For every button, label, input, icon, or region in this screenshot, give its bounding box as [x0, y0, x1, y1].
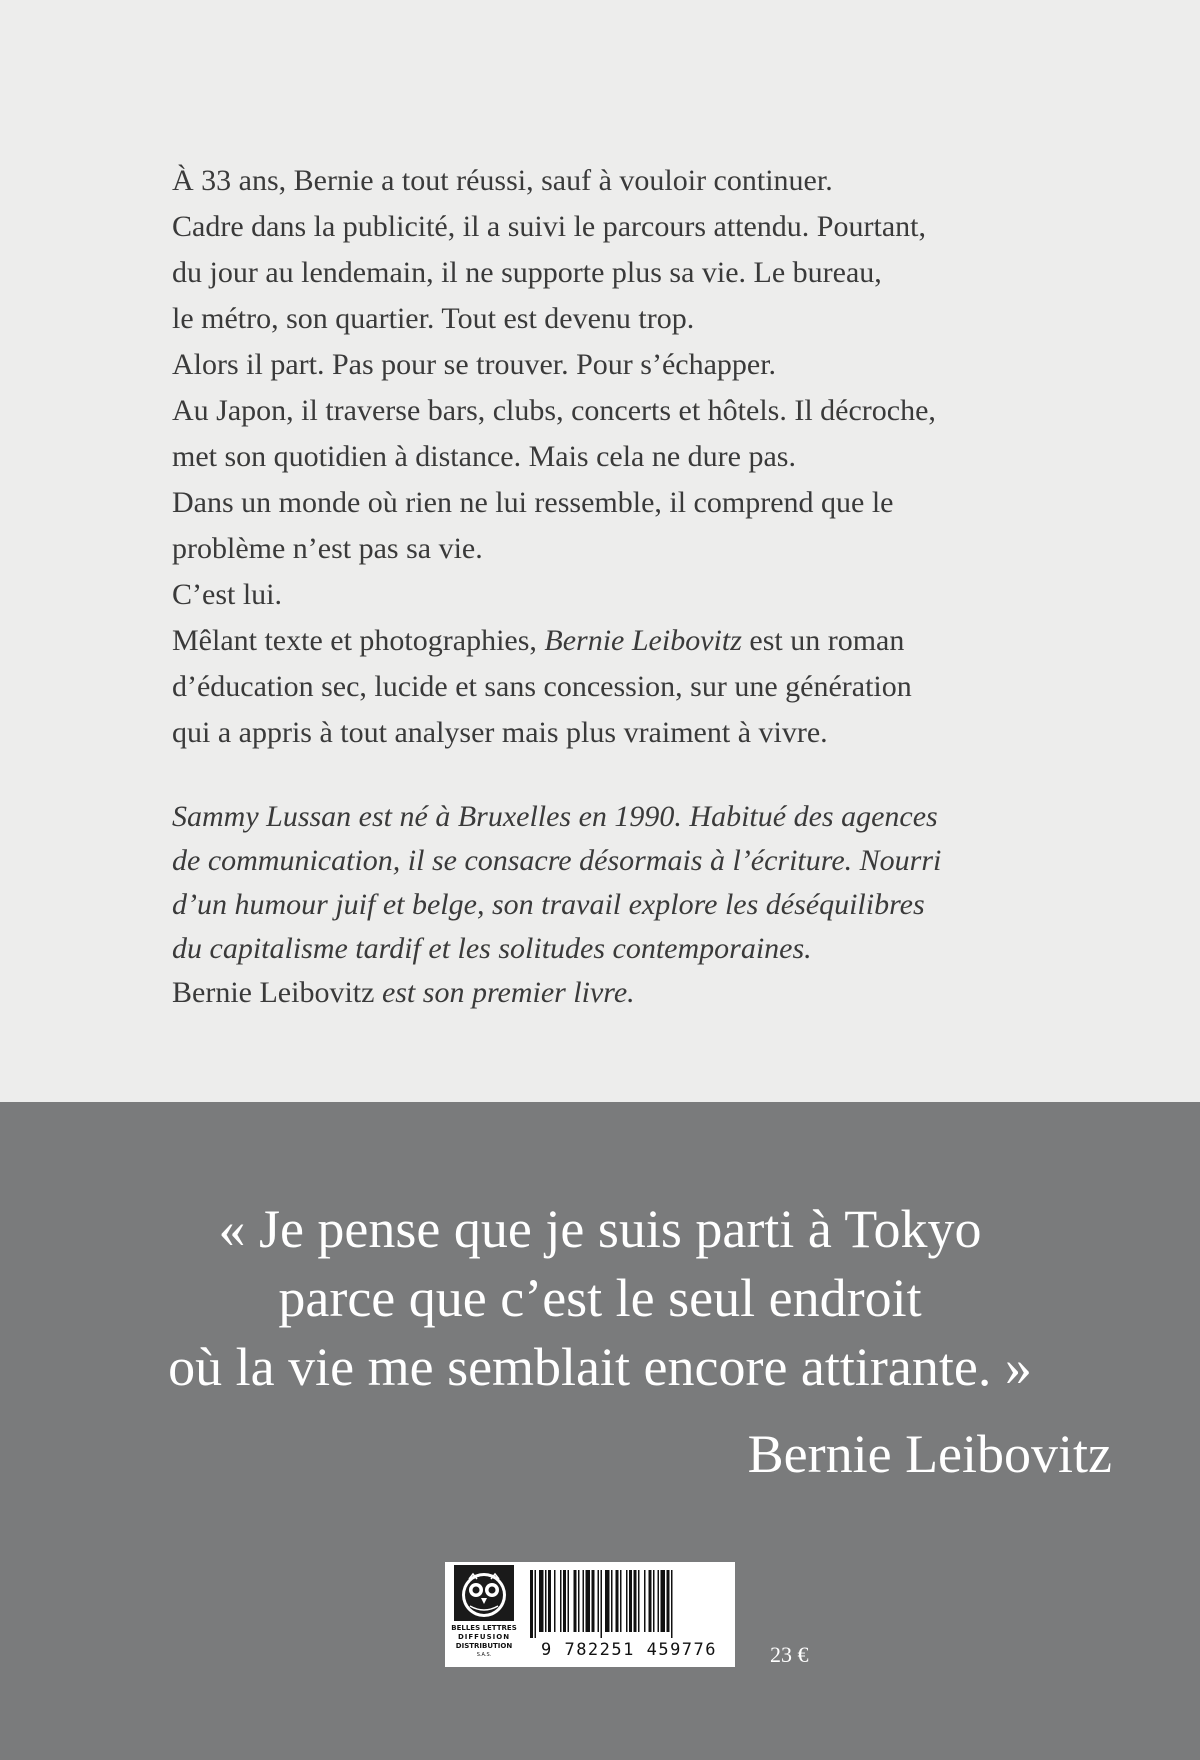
barcode-bar	[611, 1570, 613, 1632]
barcode-bar	[629, 1570, 632, 1632]
barcode-bar	[671, 1570, 673, 1638]
isbn-number: 9 782251 459776	[540, 1640, 718, 1660]
synopsis-line: d’éducation sec, lucide et sans concession, sur une génération	[172, 670, 912, 703]
barcode-bar	[601, 1570, 603, 1638]
barcode-bar	[644, 1570, 646, 1632]
bio-line-rest: est son premier livre.	[374, 976, 635, 1009]
quote-line: parce que c’est le seul endroit	[278, 1268, 922, 1328]
synopsis-line-post: est un roman	[741, 624, 905, 657]
barcode-block	[445, 1562, 735, 1667]
synopsis-line: met son quotidien à distance. Mais cela ne dure pas.	[172, 440, 796, 473]
barcode-bar	[653, 1570, 655, 1632]
bio-book-title: Bernie Leibovitz	[172, 976, 375, 1009]
publisher-name-line: S.A.S.	[476, 1652, 492, 1658]
barcode-bar	[578, 1570, 580, 1632]
synopsis-line: À 33 ans, Bernie a tout réussi, sauf à vouloir continuer.	[172, 164, 833, 197]
synopsis-line: qui a appris à tout analyser mais plus vraiment à vivre.	[172, 716, 828, 749]
synopsis-line-pre: Mêlant texte et photographies,	[172, 624, 545, 657]
price: 23 €	[770, 1642, 809, 1667]
barcode-icon	[528, 1570, 728, 1638]
barcode-bar	[545, 1570, 547, 1632]
barcode-bar	[530, 1570, 533, 1638]
barcode-bar	[626, 1570, 628, 1632]
barcode-bar	[605, 1570, 610, 1632]
barcode-bar	[539, 1570, 544, 1632]
barcode-bar	[638, 1570, 640, 1632]
barcode-bar	[649, 1570, 652, 1632]
barcode-bar	[616, 1570, 619, 1632]
barcode-bar	[598, 1570, 600, 1632]
synopsis-text	[172, 158, 1072, 756]
publisher-name-line: DISTRIBUTION	[455, 1642, 513, 1650]
bio-line: de communication, il se consacre désormais à l’écriture. Nourri	[172, 844, 942, 877]
synopsis-line: Alors il part. Pas pour se trouver. Pour s’échapper.	[172, 348, 777, 381]
synopsis-line	[172, 618, 1072, 664]
synopsis-line: le métro, son quartier. Tout est devenu trop.	[172, 302, 695, 335]
synopsis-line: Cadre dans la publicité, il a suivi le parcours attendu. Pourtant,	[172, 210, 926, 243]
quote-author: Bernie Leibovitz	[747, 1424, 1112, 1484]
barcode-bar	[583, 1570, 585, 1632]
author-bio	[172, 795, 1072, 1015]
synopsis-line: problème n’est pas sa vie.	[172, 532, 483, 565]
barcode-bar	[592, 1570, 595, 1632]
bio-line	[172, 971, 1072, 1015]
barcode-bar	[574, 1570, 577, 1632]
bio-line: du capitalisme tardif et les solitudes contemporaines.	[172, 932, 812, 965]
publisher-name-line: DIFFUSION	[457, 1633, 511, 1641]
barcode-bar	[661, 1570, 666, 1632]
barcode-bar	[560, 1570, 562, 1632]
barcode-bar	[535, 1570, 537, 1638]
barcode-bar	[548, 1570, 551, 1632]
barcode-bar	[667, 1570, 670, 1632]
owl-logo-icon	[445, 1562, 523, 1667]
bio-line: Sammy Lussan est né à Bruxelles en 1990. Habitué des agences	[172, 800, 938, 833]
barcode-bar	[554, 1570, 556, 1632]
pull-quote	[0, 1195, 1200, 1402]
synopsis-line: du jour au lendemain, il ne supporte plus sa vie. Le bureau,	[172, 256, 882, 289]
quote-line: où la vie me semblait encore attirante. »	[168, 1337, 1032, 1397]
book-title: Bernie Leibovitz	[544, 624, 742, 657]
synopsis-line: C’est lui.	[172, 578, 282, 611]
barcode-bar	[563, 1570, 566, 1632]
synopsis-line: Dans un monde où rien ne lui ressemble, il comprend que le	[172, 486, 894, 519]
publisher-name-line: BELLES LETTRES	[451, 1624, 517, 1632]
quote-line: « Je pense que je suis parti à Tokyo	[218, 1199, 982, 1259]
barcode-bar	[620, 1570, 622, 1632]
barcode-bar	[634, 1570, 637, 1632]
synopsis-line: Au Japon, il traverse bars, clubs, concerts et hôtels. Il décroche,	[172, 394, 936, 427]
barcode-bar	[586, 1570, 591, 1632]
barcode-bar	[658, 1570, 660, 1632]
bio-line: d’un humour juif et belge, son travail explore les déséquilibres	[172, 888, 925, 921]
barcode-bar	[568, 1570, 570, 1632]
